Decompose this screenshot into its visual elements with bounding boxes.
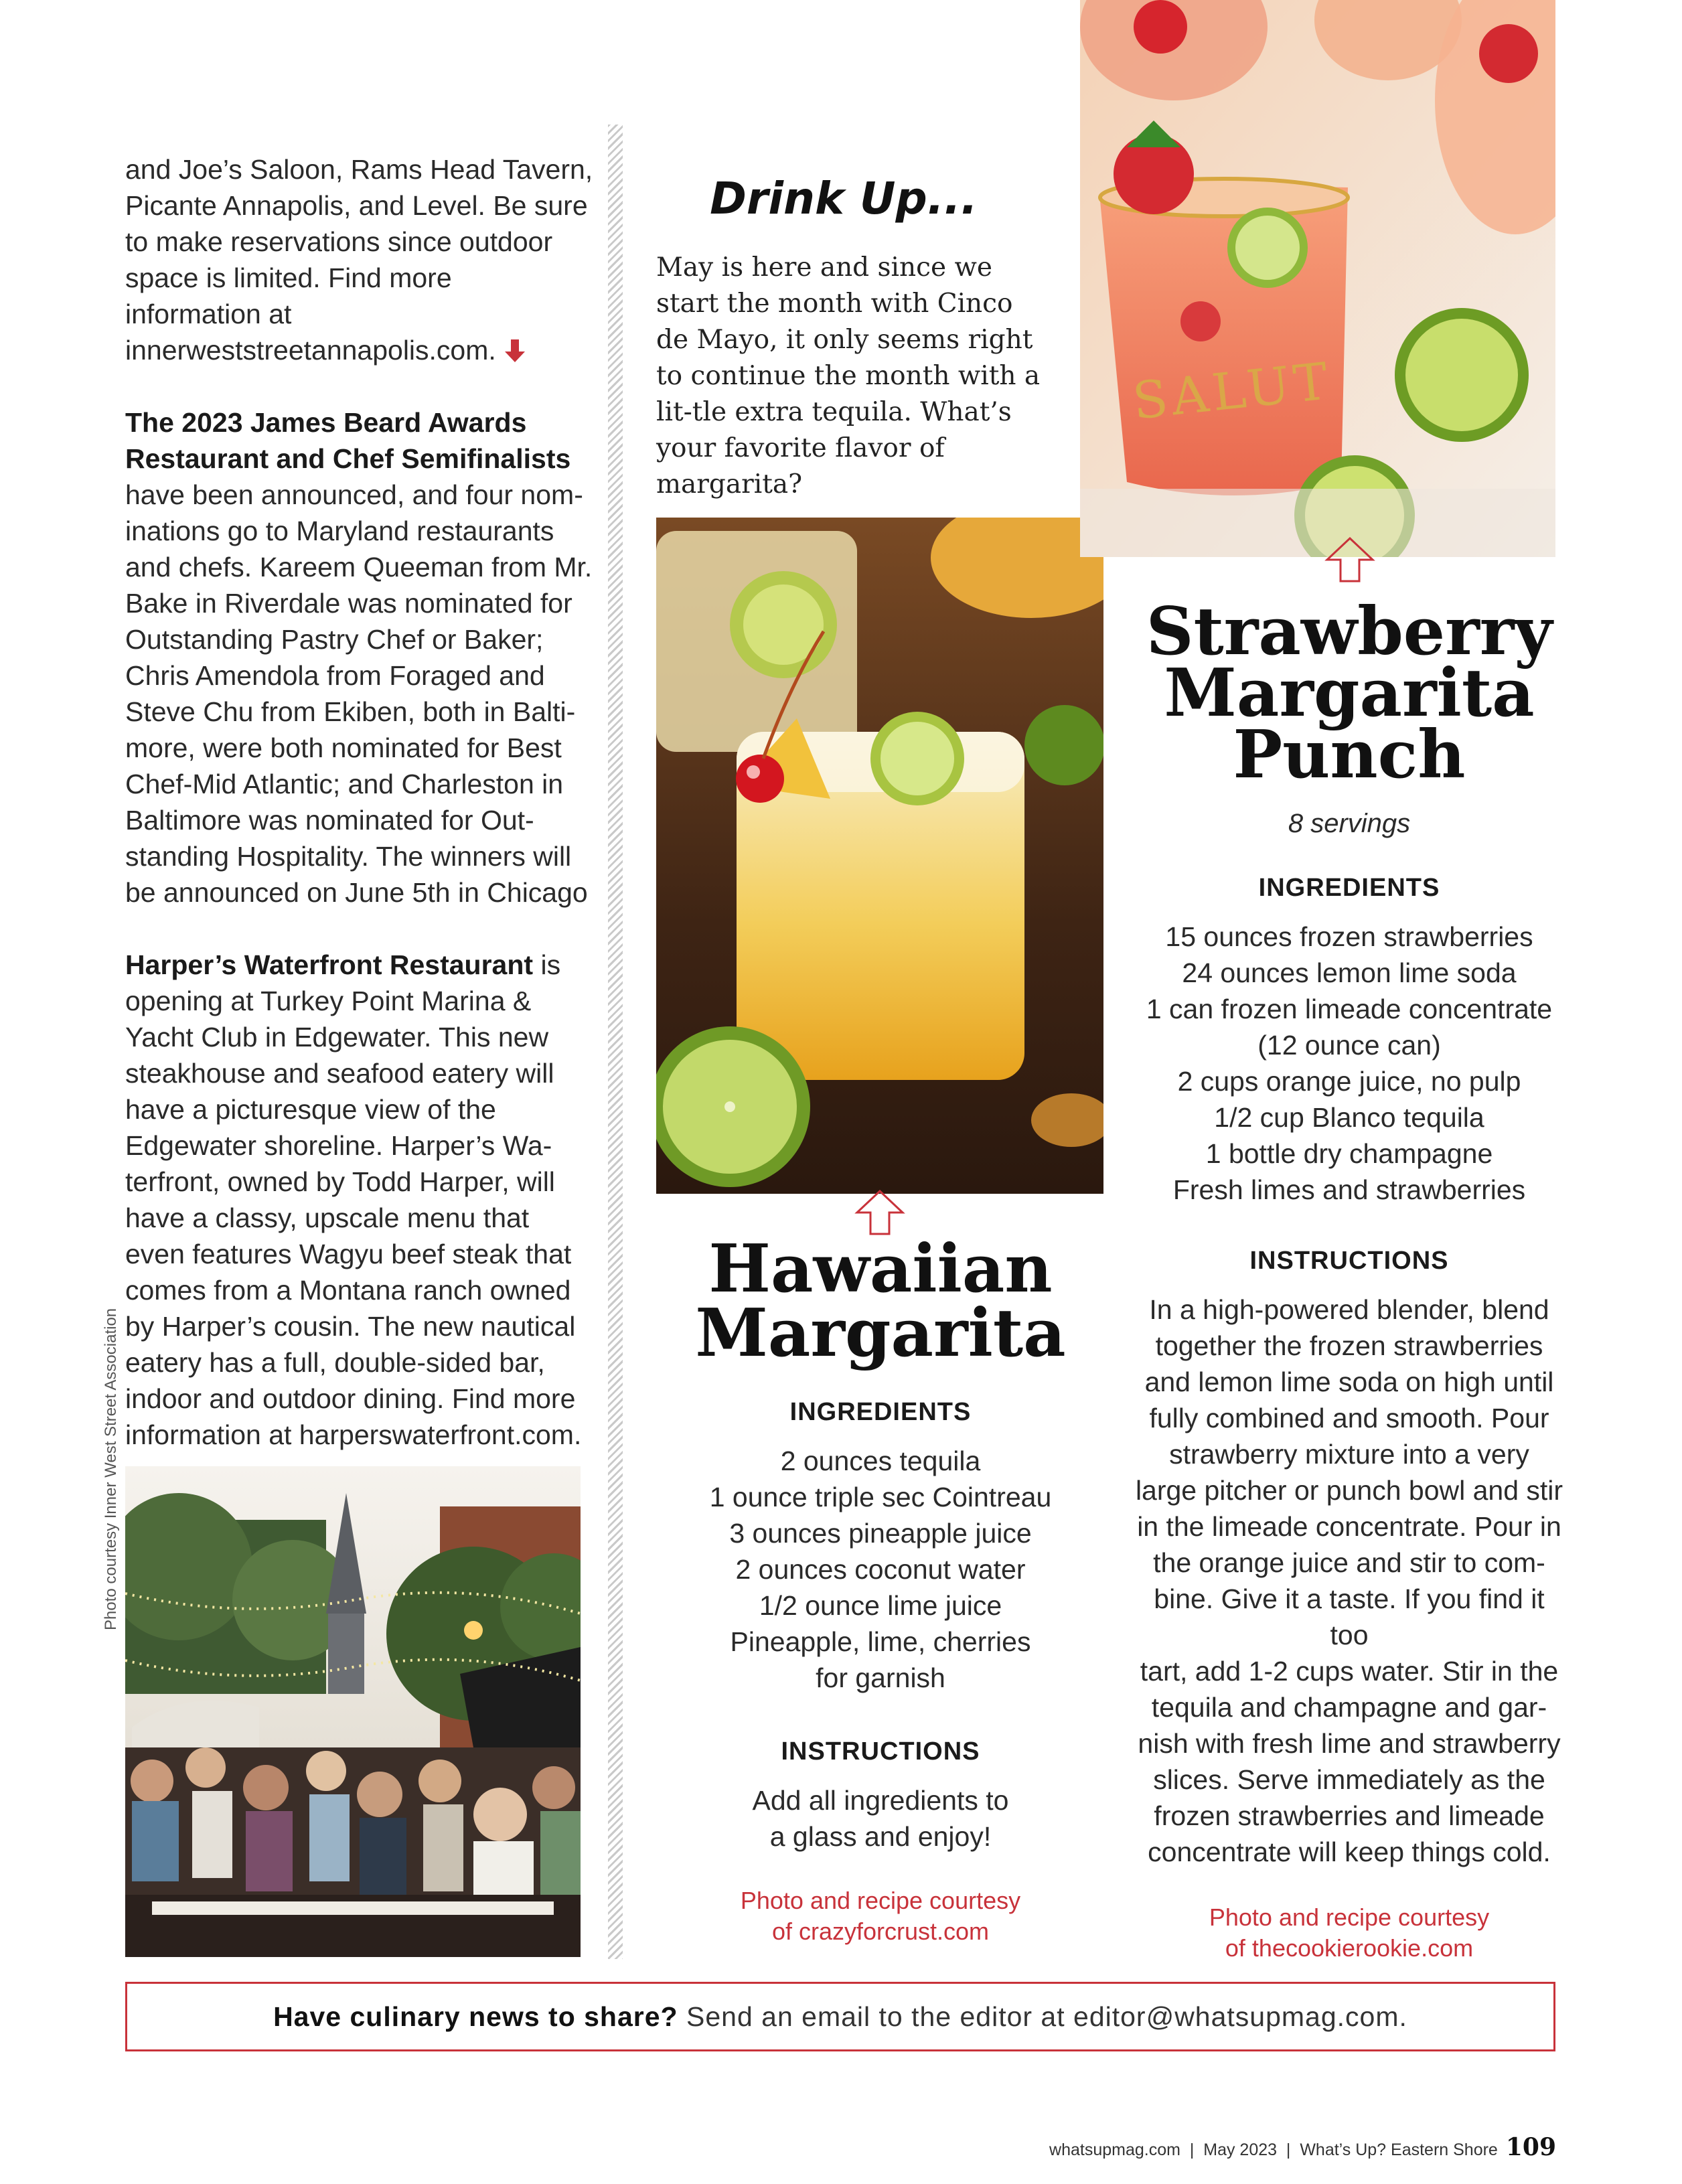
- instructions-line: nish with fresh lime and strawberry: [1138, 1728, 1561, 1759]
- harpers-heading: Harper’s Waterfront Restaurant: [125, 949, 534, 980]
- strawberry-ingredients-label: INGREDIENTS: [1258, 874, 1440, 902]
- ingredient-item: 1/2 ounce lime juice: [759, 1590, 1002, 1621]
- news-column: [125, 151, 594, 1489]
- hawaiian-ingredients-list: [653, 1443, 1108, 1696]
- ingredient-item: 1 can frozen limeade concentrate: [1146, 994, 1553, 1024]
- callout-text: Send an email to the editor at editor@whatsupmag.com.: [686, 2001, 1407, 2032]
- ingredient-item: 1 ounce triple sec Cointreau: [709, 1482, 1052, 1512]
- column-divider: [608, 125, 623, 1959]
- instructions-line: in the limeade concentrate. Pour in: [1137, 1511, 1561, 1542]
- hawaiian-margarita-photo: [656, 518, 1103, 1194]
- hawaiian-title-line2: Margarita: [695, 1295, 1066, 1372]
- strawberry-instructions-label: INSTRUCTIONS: [1249, 1247, 1449, 1275]
- ingredient-item: for garnish: [816, 1662, 945, 1693]
- arrow-down-icon: [504, 338, 526, 364]
- instructions-line: the orange juice and stir to com-: [1153, 1547, 1545, 1578]
- ingredient-item: 15 ounces frozen strawberries: [1165, 921, 1533, 952]
- instructions-line: tart, add 1-2 cups water. Stir in the: [1140, 1656, 1559, 1687]
- news-paragraph-inner-west: [125, 151, 594, 368]
- instructions-line: frozen strawberries and limeade: [1154, 1800, 1545, 1831]
- hawaiian-recipe: [653, 1231, 1108, 1947]
- up-arrow-icon: [1324, 536, 1375, 584]
- hawaiian-instructions-label: INSTRUCTIONS: [781, 1737, 980, 1766]
- instructions-line: together the frozen strawberries: [1155, 1330, 1543, 1361]
- instructions-line: slices. Serve immediately as the: [1153, 1764, 1545, 1795]
- strawberry-ingredients-list: [1132, 919, 1567, 1208]
- instructions-line: concentrate will keep things cold.: [1148, 1837, 1551, 1867]
- harpers-text: is opening at Turkey Point Marina & Yacht Club in Edgewater. This new steakhouse and seafood eatery will have a picturesque view of the Edgewater shoreline. Harper’s Wa-terfront, owned by Todd Harper, will have a classy, upscale menu that even features Wagyu beef steak that comes from a Montana ranch owned by Harper’s cousin. The new nautical eatery has a full, double-sided bar, indoor and outdoor dining. Find more information at harperswaterfront.com.: [125, 949, 582, 1450]
- instructions-line: Add all ingredients to: [752, 1785, 1009, 1816]
- strawberry-title: [1132, 593, 1567, 793]
- instructions-line: fully combined and smooth. Pour: [1149, 1403, 1549, 1433]
- ingredient-item: 2 ounces tequila: [780, 1446, 981, 1476]
- street-festival-photo: [125, 1466, 581, 1957]
- callout-bold-text: Have culinary news to share?: [273, 2001, 678, 2032]
- hawaiian-ingredients-label: INGREDIENTS: [789, 1398, 972, 1426]
- culinary-news-callout: [125, 1982, 1555, 2051]
- strawberry-instructions: [1132, 1292, 1567, 1870]
- strawberry-title-line1: Strawberry: [1146, 593, 1553, 670]
- hawaiian-instructions: [653, 1782, 1108, 1855]
- strawberry-punch-photo: [1080, 0, 1555, 557]
- instructions-line: and lemon lime soda on high until: [1144, 1367, 1554, 1397]
- strawberry-title-line2: Margarita: [1164, 655, 1535, 732]
- instructions-line: a glass and enjoy!: [769, 1821, 992, 1852]
- ingredient-item: Pineapple, lime, cherries: [730, 1626, 1031, 1657]
- credit-line: Photo and recipe courtesy: [1209, 1903, 1490, 1931]
- credit-line: Photo and recipe courtesy: [740, 1887, 1021, 1914]
- ingredient-item: 1/2 cup Blanco tequila: [1214, 1102, 1484, 1133]
- ingredient-item: 2 ounces coconut water: [735, 1554, 1026, 1585]
- james-beard-heading: The 2023 James Beard Awards Restaurant and Chef Semifinalists: [125, 407, 571, 474]
- instructions-line: large pitcher or punch bowl and stir: [1135, 1475, 1563, 1506]
- strawberry-credit: [1132, 1902, 1567, 1964]
- instructions-line: tequila and champagne and gar-: [1151, 1692, 1547, 1723]
- hawaiian-title: [653, 1231, 1108, 1372]
- inner-west-text: and Joe’s Saloon, Rams Head Tavern, Picante Annapolis, and Level. Be sure to make reservations since outdoor space is limited. Find more information at innerweststreetannapolis.com.: [125, 154, 593, 366]
- strawberry-recipe: [1132, 593, 1567, 1964]
- hawaiian-credit: [653, 1885, 1108, 1947]
- ingredient-item: 3 ounces pineapple juice: [729, 1518, 1032, 1549]
- ingredient-item: Fresh limes and strawberries: [1172, 1174, 1526, 1205]
- ingredient-item: (12 ounce can): [1257, 1030, 1441, 1061]
- credit-line: of crazyforcrust.com: [771, 1918, 990, 1945]
- news-paragraph-james-beard: [125, 404, 594, 911]
- strawberry-title-line3: Punch: [1233, 716, 1466, 793]
- news-paragraph-harpers: [125, 947, 594, 1453]
- folio-text: whatsupmag.com | May 2023 | What’s Up? Eastern Shore: [1049, 2140, 1498, 2159]
- credit-line: of thecookierookie.com: [1225, 1934, 1474, 1962]
- salut-glass-text: SALUT: [1130, 350, 1335, 431]
- ingredient-item: 24 ounces lemon lime soda: [1182, 957, 1517, 988]
- photo-credit-vertical: Photo courtesy Inner West Street Association: [102, 1308, 120, 1630]
- instructions-line: In a high-powered blender, blend: [1149, 1294, 1549, 1325]
- drink-up-intro: May is here and since we start the month with Cinco de Mayo, it only seems right to continue the month with a lit-tle extra tequila. What’s your favorite flavor of margarita?: [656, 252, 1041, 499]
- up-arrow-icon: [854, 1188, 905, 1237]
- instructions-line: bine. Give it a taste. If you find it too: [1154, 1583, 1545, 1650]
- james-beard-text: have been announced, and four nom-inations go to Maryland restaurants and chefs. Kareem Queeman from Mr. Bake in Riverdale was nominated for Outstanding Pastry Chef or Baker; Chris Amendola from Foraged and Steve Chu from Ekiben, both in Balti-more, were both nominated for Best Chef-Mid Atlantic; and Charleston in Baltimore was nominated for Out-standing Hospitality. The winners will be announced on June 5th in Chicago: [125, 479, 593, 908]
- drink-up-title: Drink Up...: [710, 173, 978, 224]
- servings: 8 servings: [1288, 809, 1411, 838]
- page-folio: [1049, 2133, 1556, 2161]
- instructions-line: strawberry mixture into a very: [1169, 1439, 1529, 1470]
- hawaiian-title-line1: Hawaiian: [708, 1231, 1053, 1308]
- ingredient-item: 1 bottle dry champagne: [1205, 1138, 1493, 1169]
- ingredient-item: 2 cups orange juice, no pulp: [1177, 1066, 1521, 1097]
- page-number: 109: [1505, 2133, 1556, 2161]
